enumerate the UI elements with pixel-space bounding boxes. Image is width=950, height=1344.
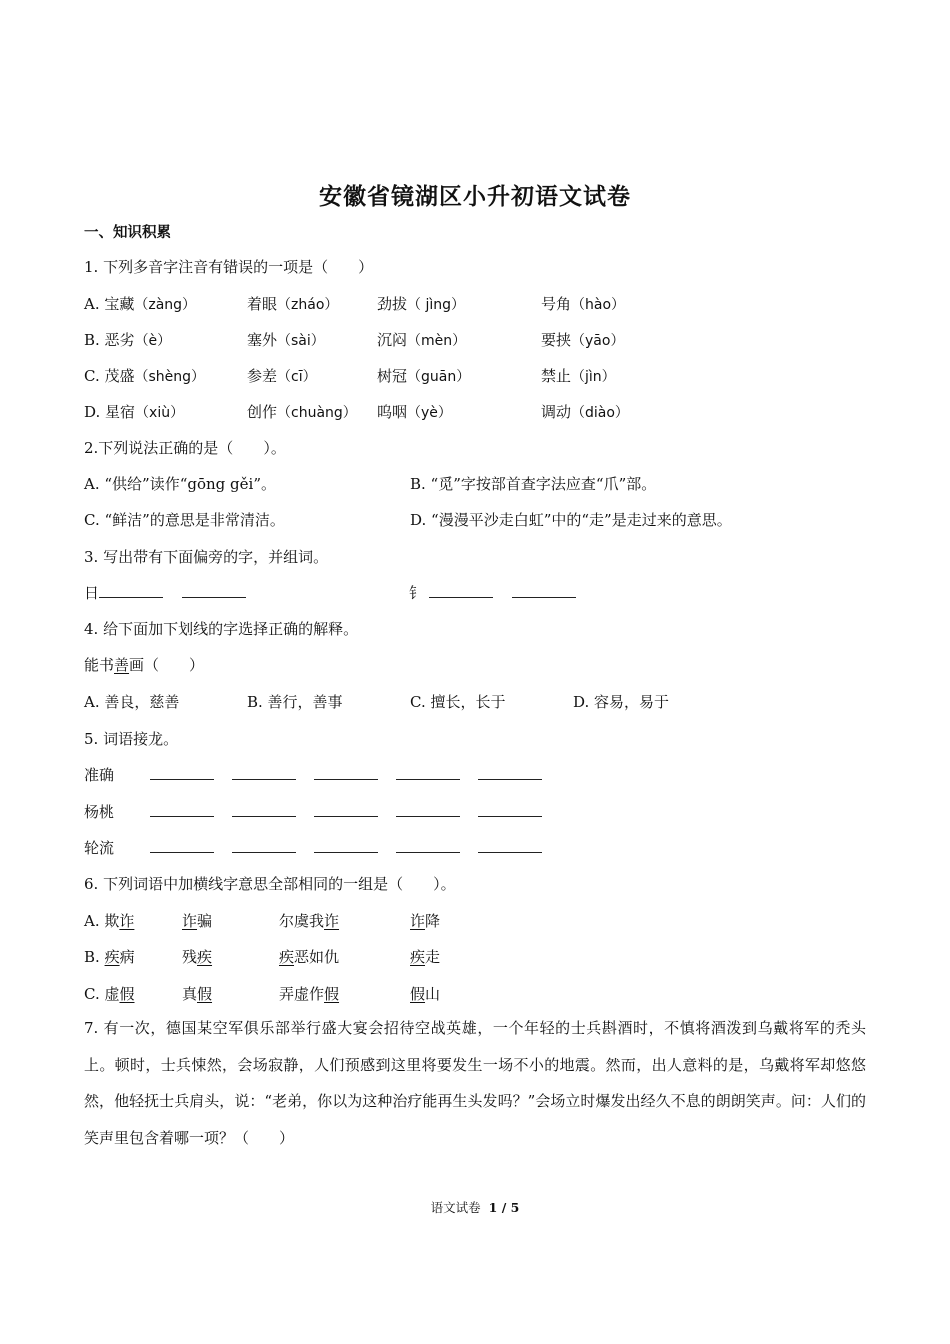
question-1-stem: 1. 下列多音字注音有错误的一项是（ ） bbox=[84, 258, 374, 276]
question-6-option-item bbox=[84, 911, 134, 931]
underlined-character: 诈 bbox=[182, 912, 198, 930]
radical-label: 日 bbox=[84, 584, 100, 602]
question-4-phrase bbox=[84, 655, 204, 675]
word-part: 恶如仇 bbox=[294, 948, 340, 966]
question-2-option-a: A. “供给”读作“gōng gěi”。 bbox=[84, 475, 276, 493]
underlined-character: 假 bbox=[119, 985, 135, 1003]
option-pinyin: （chuàng） bbox=[277, 405, 357, 421]
word-part: 骗 bbox=[197, 912, 213, 930]
question-6-option-item bbox=[182, 947, 212, 967]
word-part: 走 bbox=[425, 948, 441, 966]
word-chain-row bbox=[84, 838, 542, 858]
underlined-character: 假 bbox=[410, 985, 426, 1003]
phrase-suffix: 画（ ） bbox=[129, 656, 205, 674]
word-part: 真 bbox=[182, 985, 198, 1003]
question-6-option-item bbox=[84, 947, 135, 967]
option-word: A. 宝藏 bbox=[84, 295, 135, 313]
underlined-character: 假 bbox=[324, 985, 340, 1003]
question-1-option-item bbox=[84, 294, 196, 315]
question-3-stem: 3. 写出带有下面偏旁的字，并组词。 bbox=[84, 548, 329, 566]
question-1-option-item bbox=[377, 402, 452, 423]
option-pinyin: （hào） bbox=[571, 297, 626, 313]
option-pinyin: （shèng） bbox=[134, 369, 206, 385]
question-3-radical-row-1 bbox=[84, 583, 246, 603]
question-1-option-item bbox=[541, 294, 625, 315]
option-word: 树冠 bbox=[377, 367, 408, 385]
answer-blank[interactable] bbox=[232, 765, 296, 780]
option-pinyin: （zháo） bbox=[277, 297, 339, 313]
option-pinyin: （ jìng） bbox=[407, 297, 466, 313]
option-word: 参差 bbox=[247, 367, 278, 385]
option-word: 劲拔 bbox=[377, 295, 408, 313]
question-2-option-d: D. “漫漫平沙走白虹”中的“走”是走过来的意思。 bbox=[410, 511, 732, 529]
question-4-option-c: C. 擅长，长于 bbox=[410, 693, 506, 711]
question-2-option-b: B. “觅”字按部首查字法应查“爪”部。 bbox=[410, 475, 657, 493]
option-pinyin: （yè） bbox=[407, 405, 452, 421]
question-1-option-item bbox=[247, 294, 338, 315]
answer-blank[interactable] bbox=[396, 765, 460, 780]
word-part: A. 欺 bbox=[84, 912, 120, 930]
option-word: 塞外 bbox=[247, 331, 278, 349]
option-pinyin: （sài） bbox=[277, 333, 325, 349]
answer-blank[interactable] bbox=[232, 802, 296, 817]
option-word: 呜咽 bbox=[377, 403, 408, 421]
question-6-option-item bbox=[279, 911, 339, 931]
question-6-option-item bbox=[410, 984, 440, 1004]
question-2-stem: 2.下列说法正确的是（ ）。 bbox=[84, 439, 286, 457]
underlined-character: 疾 bbox=[410, 948, 426, 966]
word-part: 弄虚作 bbox=[279, 985, 325, 1003]
underlined-character: 假 bbox=[197, 985, 213, 1003]
option-word: 要挟 bbox=[541, 331, 572, 349]
question-1-option-item bbox=[84, 402, 184, 423]
question-1-option-item bbox=[247, 402, 357, 423]
question-6-option-item bbox=[279, 984, 339, 1004]
answer-blank[interactable] bbox=[150, 838, 214, 853]
option-pinyin: （zàng） bbox=[134, 297, 197, 313]
question-1-option-item bbox=[84, 330, 171, 351]
option-pinyin: （è） bbox=[134, 333, 172, 349]
section-heading: 一、知识积累 bbox=[84, 224, 171, 241]
question-4-option-b: B. 善行，善事 bbox=[247, 693, 343, 711]
option-word: 创作 bbox=[247, 403, 278, 421]
answer-blank[interactable] bbox=[396, 802, 460, 817]
answer-blank[interactable] bbox=[512, 583, 576, 598]
question-6-option-item bbox=[410, 947, 440, 967]
radical-label: 钅 bbox=[409, 584, 425, 602]
word-chain-row bbox=[84, 765, 542, 785]
phrase-prefix: 能书 bbox=[84, 656, 115, 674]
question-1-option-item bbox=[247, 366, 317, 387]
option-pinyin: （cī） bbox=[277, 369, 317, 385]
option-word: 着眼 bbox=[247, 295, 278, 313]
answer-blank[interactable] bbox=[478, 838, 542, 853]
underlined-character: 诈 bbox=[324, 912, 340, 930]
option-pinyin: （mèn） bbox=[407, 333, 467, 349]
underlined-character: 疾 bbox=[104, 948, 120, 966]
question-3-radical-row-2 bbox=[409, 583, 576, 603]
word-chain-row bbox=[84, 802, 542, 822]
question-6-option-item bbox=[84, 984, 135, 1004]
option-word: 禁止 bbox=[541, 367, 572, 385]
question-4-option-a: A. 善良，慈善 bbox=[84, 693, 180, 711]
underlined-character: 疾 bbox=[279, 948, 295, 966]
footer-label: 语文试卷 bbox=[430, 1200, 481, 1215]
question-6-stem: 6. 下列词语中加横线字意思全部相同的一组是（ ）。 bbox=[84, 875, 456, 893]
answer-blank[interactable] bbox=[314, 838, 378, 853]
question-1-option-item bbox=[541, 366, 616, 387]
option-pinyin: （yāo） bbox=[571, 333, 625, 349]
question-5-stem: 5. 词语接龙。 bbox=[84, 730, 179, 748]
question-6-option-item bbox=[410, 911, 440, 931]
question-2-option-c: C. “鲜洁”的意思是非常清洁。 bbox=[84, 511, 285, 529]
question-4-option-d: D. 容易，易于 bbox=[573, 693, 670, 711]
question-1-option-item bbox=[247, 330, 325, 351]
question-1-option-item bbox=[377, 330, 466, 351]
answer-blank[interactable] bbox=[150, 802, 214, 817]
answer-blank[interactable] bbox=[182, 583, 246, 598]
question-1-option-item bbox=[377, 294, 465, 315]
option-word: C. 茂盛 bbox=[84, 367, 135, 385]
question-1-option-item bbox=[541, 402, 629, 423]
option-word: D. 星宿 bbox=[84, 403, 136, 421]
option-word: 调动 bbox=[541, 403, 572, 421]
start-word: 杨桃 bbox=[84, 803, 115, 821]
option-word: B. 恶劣 bbox=[84, 331, 135, 349]
word-part: B. bbox=[84, 948, 105, 966]
word-part: 残 bbox=[182, 948, 198, 966]
question-1-option-item bbox=[84, 366, 205, 387]
underlined-character: 善 bbox=[114, 656, 130, 674]
page-footer bbox=[0, 1198, 950, 1216]
word-part: 尔虞我 bbox=[279, 912, 325, 930]
option-word: 号角 bbox=[541, 295, 572, 313]
question-6-option-item bbox=[279, 947, 339, 967]
start-word: 准确 bbox=[84, 766, 115, 784]
page-title: 安徽省镜湖区小升初语文试卷 bbox=[319, 183, 631, 210]
word-part: C. 虚 bbox=[84, 985, 120, 1003]
word-part: 病 bbox=[119, 948, 135, 966]
word-part: 降 bbox=[425, 912, 441, 930]
underlined-character: 诈 bbox=[410, 912, 426, 930]
answer-blank[interactable] bbox=[429, 583, 493, 598]
answer-blank[interactable] bbox=[232, 838, 296, 853]
answer-blank[interactable] bbox=[478, 802, 542, 817]
question-6-option-item bbox=[182, 984, 212, 1004]
option-pinyin: （guān） bbox=[407, 369, 471, 385]
question-4-stem: 4. 给下面加下划线的字选择正确的解释。 bbox=[84, 620, 359, 638]
question-1-option-item bbox=[541, 330, 624, 351]
start-word: 轮流 bbox=[84, 839, 115, 857]
question-1-option-item bbox=[377, 366, 470, 387]
underlined-character: 疾 bbox=[197, 948, 213, 966]
option-word: 沉闷 bbox=[377, 331, 408, 349]
answer-blank[interactable] bbox=[478, 765, 542, 780]
question-7-passage: 7. 有一次，德国某空军俱乐部举行盛大宴会招待空战英雄，一个年轻的士兵斟酒时，不慎将酒泼到乌戴将军的秃头上。顿时，士兵悚然，会场寂静，人们预感到这里将要发生一场不小的地震。然而，出人意料的是，乌戴将军却悠悠然，他轻抚士兵肩头，说：“老弟，你以为这种治疗能再生头发吗？”会场立时爆发出经久不息的朗朗笑声。问：人们的笑声里包含着哪一项？（ ） bbox=[84, 1019, 866, 1147]
option-pinyin: （jìn） bbox=[571, 369, 616, 385]
answer-blank[interactable] bbox=[314, 802, 378, 817]
question-6-option-item bbox=[182, 911, 212, 931]
underlined-character: 诈 bbox=[119, 912, 135, 930]
option-pinyin: （xiù） bbox=[135, 405, 185, 421]
page-number: 1 / 5 bbox=[488, 1200, 520, 1215]
answer-blank[interactable] bbox=[396, 838, 460, 853]
option-pinyin: （diào） bbox=[571, 405, 629, 421]
answer-blank[interactable] bbox=[150, 765, 214, 780]
answer-blank[interactable] bbox=[314, 765, 378, 780]
answer-blank[interactable] bbox=[99, 583, 163, 598]
word-part: 山 bbox=[425, 985, 441, 1003]
